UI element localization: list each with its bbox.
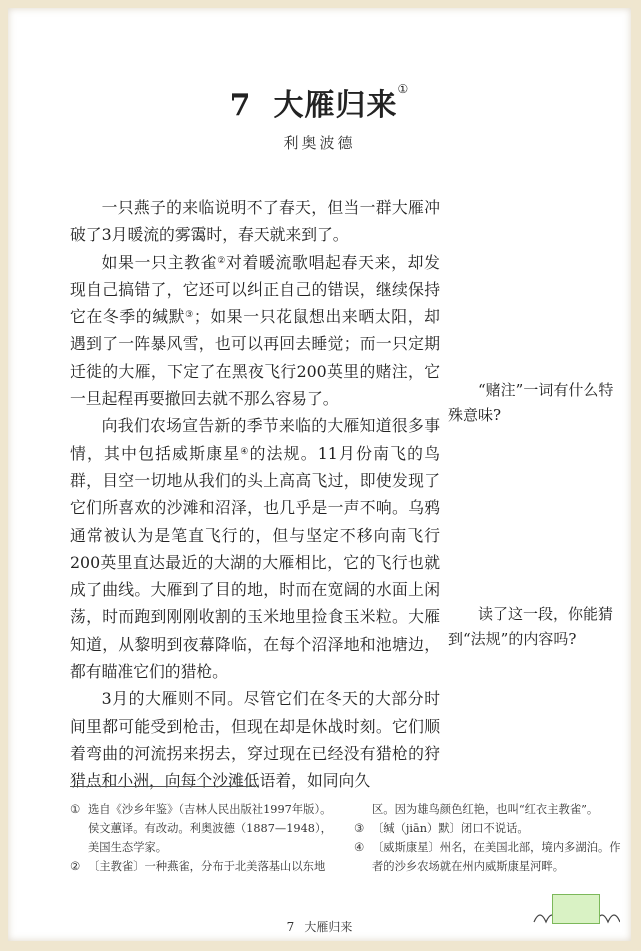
paragraph: 3月的大雁则不同。尽管它们在冬天的大部分时间里都可能受到枪击，但现在却是休战时刻。它们顺着弯曲的河流拐来拐去，穿过现在已经没有猎枪的狩猎点和小洲，向每个沙滩低语着，如同向久 xyxy=(70,689,440,791)
footnote-text: 选自《沙乡年鉴》（吉林人民出版社1997年版）。侯文蕙译。有改动。利奥波德（1887—1948），美国生态学家。 xyxy=(88,803,332,854)
author-name: 利奥波德 xyxy=(283,134,356,152)
footnote-item xyxy=(354,838,626,876)
footnotes-left xyxy=(70,800,340,876)
lesson-title-text: 大雁归来 xyxy=(273,88,398,123)
footnote-item xyxy=(354,819,626,838)
side-note-question: “赌注”一词有什么特殊意味? xyxy=(448,381,614,424)
watermark-logo xyxy=(530,892,620,932)
footnote-item xyxy=(354,800,626,819)
paragraph: 如果一只主教雀②对着暖流歌唱起春天来，却发现自己搞错了，它还可以纠正自己的错误，继续保持它在冬季的缄默③；如果一只花鼠想出来晒太阳，却遇到了一阵暴风雪，也可以再回去睡觉；而一只定期迁徙的大雁，下定了在黑夜飞行200英里的赌注，它一旦起程再要撤回去就不那么容易了。 xyxy=(70,252,440,409)
footnote-reference: ④ xyxy=(240,446,250,457)
page-number: 7 xyxy=(286,920,295,934)
footnote-mark: ④ xyxy=(354,841,365,854)
footnote-item xyxy=(70,857,340,876)
textbook-page xyxy=(8,8,631,941)
footnote-text: 〔主教雀〕一种燕雀，分布于北美落基山以东地 xyxy=(88,860,326,873)
footnote-mark: ② xyxy=(70,860,81,873)
paragraph: 向我们农场宣告新的季节来临的大雁知道很多事情，其中包括威斯康星④的法规。11月份南飞的鸟群，目空一切地从我们的头上高高飞过，即使发现了它们所喜欢的沙滩和沼泽，也几乎是一声不响。乌鸦通常被认为是笔直飞行的，但与坚定不移向南飞行200英里直达最近的大湖的大雁相比，它的飞行也就成了曲线。大雁到了目的地，时而在宽阔的水面上闲荡，时而跑到刚刚收割的玉米地里捡食玉米粒。大雁知道，从黎明到夜幕降临，在每个沼泽地和池塘边，都有瞄准它们的猎枪。 xyxy=(70,416,440,682)
footnote-text: 区。因为雄鸟颜色红艳，也叫“红衣主教雀”。 xyxy=(372,803,599,816)
footnote-mark: ① xyxy=(70,803,81,816)
watermark-logo-box xyxy=(552,894,600,924)
footnote-reference: ③ xyxy=(185,310,194,321)
title-footnote-mark: ① xyxy=(397,82,410,96)
lesson-title xyxy=(8,80,631,124)
footnote-text: 〔威斯康星〕州名，在美国北部，境内多湖泊。作者的沙乡农场就在州内威斯康星河畔。 xyxy=(372,841,621,873)
footnote-reference: ② xyxy=(217,255,226,266)
footnote-item xyxy=(70,800,340,857)
footnote-divider xyxy=(70,786,256,787)
footnote-text: 〔缄（jiān）默〕闭口不说话。 xyxy=(372,822,529,835)
footnote-mark xyxy=(354,800,372,819)
article-body xyxy=(70,194,440,795)
footnotes-right xyxy=(354,800,626,876)
paragraph: 一只燕子的来临说明不了春天，但当一群大雁冲破了3月暖流的雾霭时，春天就来到了。 xyxy=(70,198,440,245)
side-note-question: 读了这一段，你能猜到“法规”的内容吗? xyxy=(448,605,614,648)
footnote-mark: ③ xyxy=(354,822,365,835)
footer-title: 大雁归来 xyxy=(304,920,353,934)
lesson-number: 7 xyxy=(229,88,252,123)
